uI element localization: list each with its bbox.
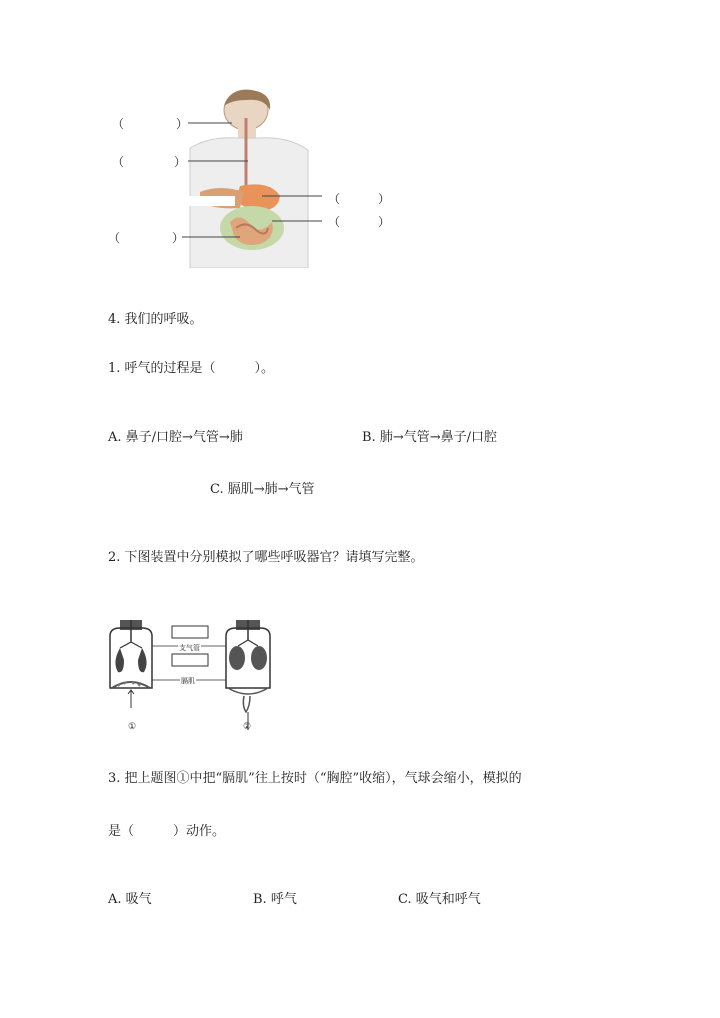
blank-label-5-close: ） xyxy=(172,231,185,245)
blank-label-3-close: ） xyxy=(378,192,391,206)
question-1-option-b[interactable]: B. 肺→气管→鼻子/口腔 xyxy=(362,430,497,445)
question-3-stem-line-2: 是（ ）动作。 xyxy=(108,824,226,839)
question-1-option-c[interactable]: C. 膈肌→肺→气管 xyxy=(210,482,315,497)
question-2-stem: 2. 下图装置中分别模拟了哪些呼吸器官？请填写完整。 xyxy=(108,550,424,565)
question-3-stem-line-1: 3. 把上题图①中把“膈肌”往上按时（“胸腔”收缩），气球会缩小，模拟的 xyxy=(108,771,522,786)
label-diaphragm: 膈肌 xyxy=(181,677,195,685)
leader-lines xyxy=(0,0,720,300)
blank-label-1-open: （ xyxy=(112,117,125,131)
blank-label-5-open: （ xyxy=(108,231,121,245)
question-1-stem: 1. 呼气的过程是（ ）。 xyxy=(108,361,275,376)
label-trachea: 支气管 xyxy=(179,644,200,652)
blank-label-2-close: ） xyxy=(174,155,187,169)
question-3-option-b[interactable]: B. 呼气 xyxy=(253,892,297,907)
label-figure-2: ② xyxy=(243,722,252,732)
blank-label-3-open: （ xyxy=(328,192,341,206)
label-figure-1: ① xyxy=(128,722,137,732)
blank-label-2-open: （ xyxy=(112,155,125,169)
question-3-option-c[interactable]: C. 吸气和呼气 xyxy=(398,892,481,907)
blank-label-4-open: （ xyxy=(328,215,341,229)
question-1-option-a[interactable]: A. 鼻子/口腔→气管→肺 xyxy=(108,430,243,445)
section-heading: 4. 我们的呼吸。 xyxy=(108,312,203,327)
question-3-option-a[interactable]: A. 吸气 xyxy=(108,892,152,907)
blank-label-4-close: ） xyxy=(378,215,391,229)
blank-label-1-close: ） xyxy=(176,117,189,131)
